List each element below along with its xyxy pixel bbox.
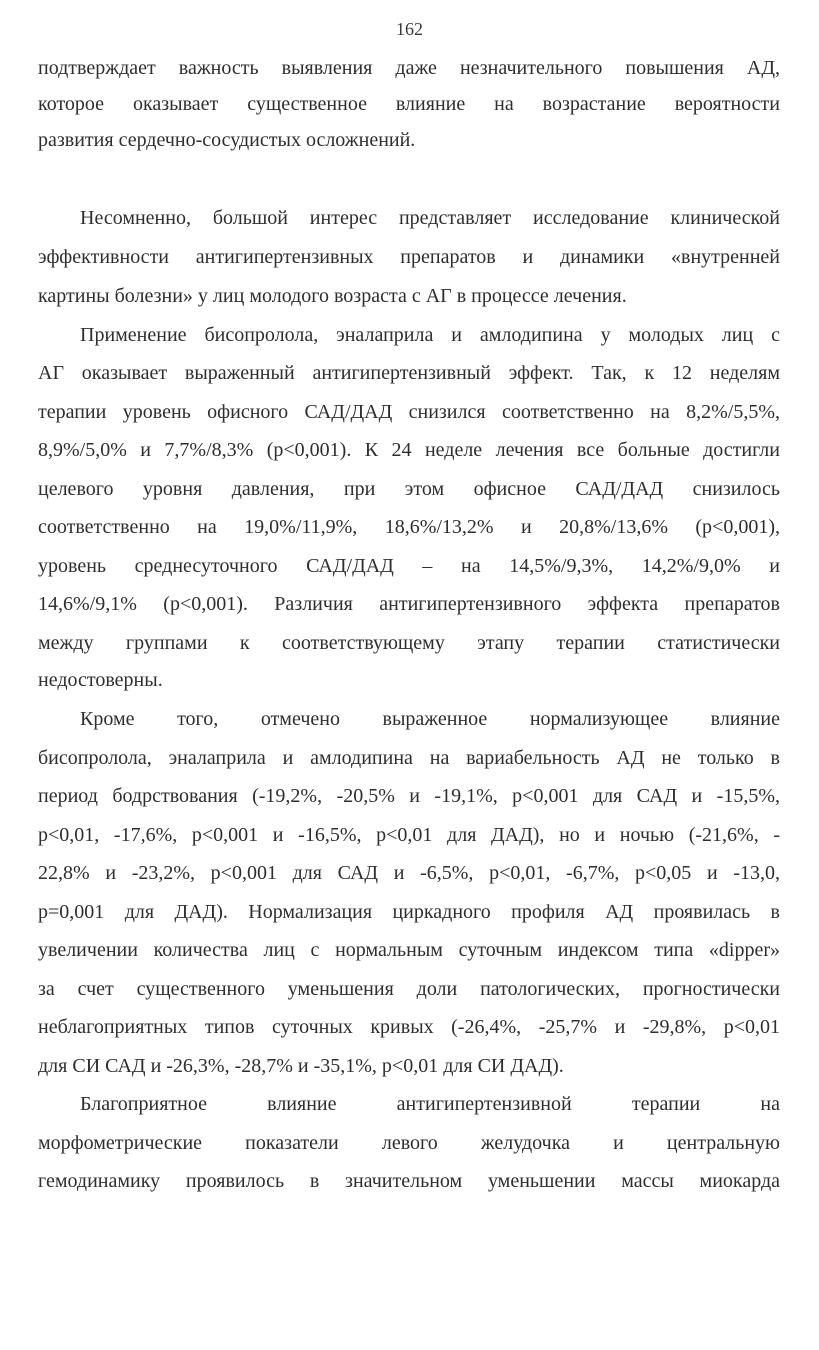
text-line: р=0,001 для ДАД). Нормализация циркадного профиля АД проявилась в: [38, 901, 780, 923]
text-line: которое оказывает существенное влияние на возрастание вероятности: [38, 93, 780, 115]
text-line: соответственно на 19,0%/11,9%, 18,6%/13,2% и 20,8%/13,6% (р<0,001),: [38, 516, 780, 538]
text-line: целевого уровня давления, при этом офисное САД/ДАД снизилось: [38, 478, 780, 500]
text-line: эффективности антигипертензивных препаратов и динамики «внутренней: [38, 246, 780, 268]
text-line: увеличении количества лиц с нормальным суточным индексом типа «dipper»: [38, 939, 780, 961]
text-line: терапии уровень офисного САД/ДАД снизился соответственно на 8,2%/5,5%,: [38, 401, 780, 423]
text-line: Применение бисопролола, эналаприла и амлодипина у молодых лиц с: [80, 324, 780, 346]
text-line: бисопролола, эналаприла и амлодипина на вариабельность АД не только в: [38, 747, 780, 769]
text-line: р<0,01, -17,6%, р<0,001 и -16,5%, р<0,01 для ДАД), но и ночью (-21,6%, -: [38, 824, 780, 846]
text-line: АГ оказывает выраженный антигипертензивный эффект. Так, к 12 неделям: [38, 362, 780, 384]
text-line: между группами к соответствующему этапу терапии статистически: [38, 632, 780, 654]
text-line: уровень среднесуточного САД/ДАД – на 14,5%/9,3%, 14,2%/9,0% и: [38, 555, 780, 577]
text-line: для СИ САД и -26,3%, -28,7% и -35,1%, р<0,01 для СИ ДАД).: [38, 1055, 564, 1077]
text-line: Несомненно, большой интерес представляет исследование клинической: [80, 207, 780, 229]
text-line: Благоприятное влияние антигипертензивной терапии на: [80, 1093, 780, 1115]
page-number: 162: [396, 19, 423, 39]
text-line: 8,9%/5,0% и 7,7%/8,3% (р<0,001). К 24 неделе лечения все больные достигли: [38, 439, 780, 461]
text-line: подтверждает важность выявления даже незначительного повышения АД,: [38, 57, 780, 79]
text-line: 22,8% и -23,2%, р<0,001 для САД и -6,5%, р<0,01, -6,7%, р<0,05 и -13,0,: [38, 862, 780, 884]
text-line: развития сердечно-сосудистых осложнений.: [38, 129, 416, 151]
text-line: гемодинамику проявилось в значительном уменьшении массы миокарда: [38, 1170, 780, 1192]
text-line: картины болезни» у лиц молодого возраста с АГ в процессе лечения.: [38, 285, 627, 307]
text-line: морфометрические показатели левого желудочка и центральную: [38, 1132, 780, 1154]
text-line: неблагоприятных типов суточных кривых (-26,4%, -25,7% и -29,8%, р<0,01: [38, 1016, 780, 1038]
text-line: Кроме того, отмечено выраженное нормализующее влияние: [80, 708, 780, 730]
text-line: за счет существенного уменьшения доли патологических, прогностически: [38, 978, 780, 1000]
text-line: период бодрствования (-19,2%, -20,5% и -19,1%, р<0,001 для САД и -15,5%,: [38, 785, 780, 807]
text-line: 14,6%/9,1% (р<0,001). Различия антигипертензивного эффекта препаратов: [38, 593, 780, 615]
text-line: недостоверны.: [38, 669, 163, 691]
